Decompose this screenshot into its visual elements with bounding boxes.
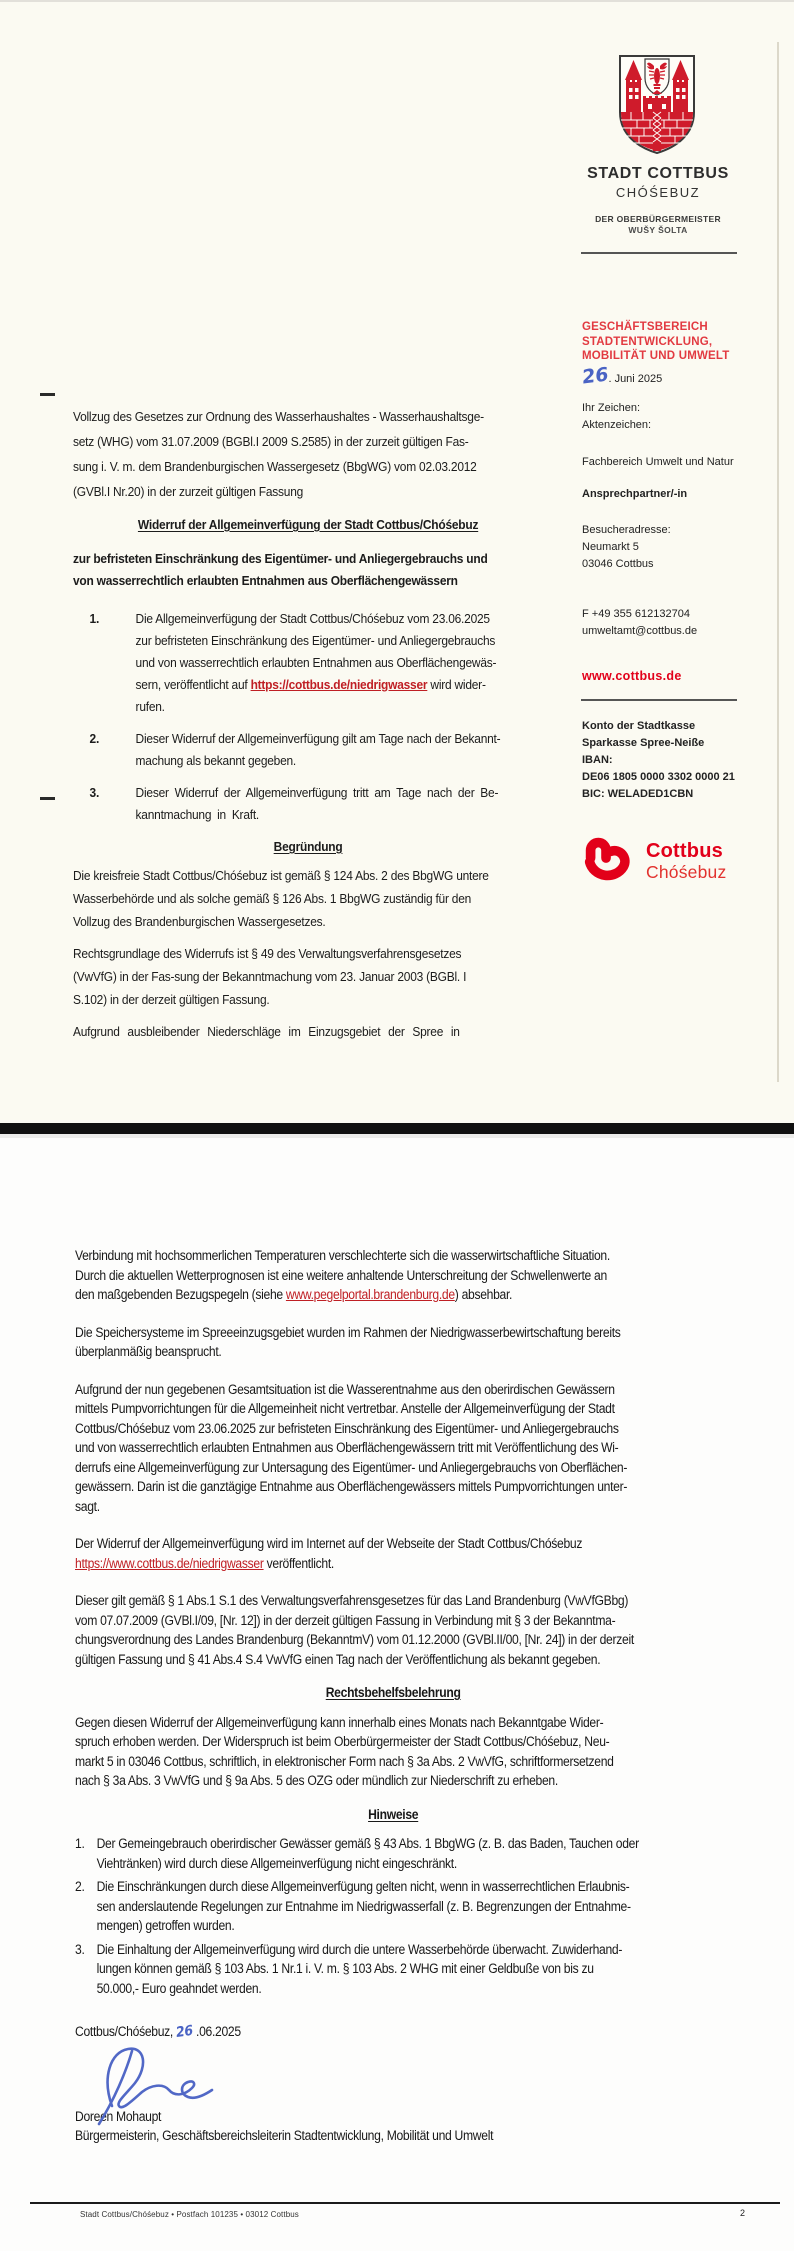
- hint-item: [75, 1940, 711, 1999]
- hints-list: [75, 1834, 711, 1998]
- footer-address: Stadt Cottbus/Chóśebuz • Postfach 101235 • 03012 Cottbus: [80, 2210, 299, 2219]
- paragraph: [75, 1246, 711, 1305]
- fold-mark: [40, 797, 55, 800]
- scan-edge-shadow: [777, 42, 779, 1082]
- visitor-address: Besucheradresse: Neumarkt 5 03046 Cottbus: [582, 524, 671, 570]
- document-title: Widerruf der Allgemeinverfügung der Stadt Cottbus/Chóśebuz: [137, 517, 479, 532]
- list-item-text: Dieser Widerruf der Allgemeinverfügung tritt am Tage nach der Be- kanntmachung in Kraft.: [135, 785, 499, 822]
- hint-item: [75, 1834, 711, 1873]
- bank-details: Konto der Stadtkasse Sparkasse Spree-Neiße IBAN: DE06 1805 0000 3302 0000 21 BIC: WELADED1CBN: [582, 720, 735, 800]
- hint-text: Der Gemeingebrauch oberirdischer Gewässer gemäß § 43 Abs. 1 BbgWG (z. B. das Baden, Tauchen oder Viehtränken) wird durch diese Allgemeinverfügung nicht eingeschränkt.: [96, 1836, 639, 1871]
- email-address[interactable]: umweltamt@cottbus.de: [582, 625, 698, 637]
- handwritten-day: 26: [175, 2022, 194, 2042]
- website-link[interactable]: www.cottbus.de: [582, 669, 682, 683]
- signature-place-date: [75, 2022, 711, 2043]
- list-item: [73, 608, 543, 718]
- paragraph: Die kreisfreie Stadt Cottbus/Chóśebuz ist gemäß § 124 Abs. 2 des BbgWG untere Wasserbehörde und als solche gemäß § 126 Abs. 1 BbgWG zuständig für den Vollzug des Brandenburgischen Wassergesetzes.: [73, 868, 489, 929]
- sidebar-divider-bottom: [581, 699, 737, 701]
- sidebar-divider-top: [581, 252, 737, 254]
- signature-place: Cottbus/Chóśebuz,: [75, 2024, 177, 2039]
- page-2-body: [75, 1246, 711, 2146]
- aktenzeichen-label: Aktenzeichen:: [582, 419, 652, 431]
- pegelportal-link[interactable]: www.pegelportal.brandenburg.de: [285, 1287, 455, 1302]
- paragraph: Gegen diesen Widerruf der Allgemeinverfügung kann innerhalb eines Monats nach Bekanntgabe Wider- spruch erhoben werden. Der Widerspruch ist beim Oberbürgermeister der Stadt Cottbus/Chóśebuz, Neu- markt 5 in 03046 Cottbus, schriftlich, in elektronischer Form nach § 3a Abs. 2 VwVfG, schriftformersetzend nach § 3a Abs. 3 VwVfG und § 9a Abs. 5 des OZG oder mündlich zur Niederschrift zu erheben.: [75, 1714, 614, 1788]
- list-item-number: 1.: [89, 611, 100, 626]
- date-line: [581, 363, 752, 389]
- list-item: [73, 728, 543, 772]
- page-2: [0, 1138, 794, 2251]
- handwritten-day: 26: [581, 363, 609, 389]
- niedrigwasser-link[interactable]: https://cottbus.de/niedrigwasser: [250, 677, 428, 692]
- cottbus-niedrigwasser-link[interactable]: https://www.cottbus.de/niedrigwasser: [75, 1555, 264, 1571]
- decree-list: [73, 608, 543, 826]
- hint-number: 3.: [75, 1941, 85, 1957]
- paragraph: Dieser gilt gemäß § 1 Abs.1 S.1 des Verwaltungsverfahrensgesetzes für das Land Brandenburg (VwVfGBbg) vom 07.07.2009 (GVBl.I/09, [Nr. 12]) in der derzeit gültigen Fassung in Verbindung mit § 3 der Bekanntma- chungsverordnung des Landes Brandenburg (BekanntmV) vom 01.12.2000 (GVBl.II/00, [Nr. 24]) in der derzeit gültigen Fassung und § 41 Abs.4 S.4 VwVfG einen Tag nach der Veröffentlichung als bekannt gegeben.: [75, 1593, 634, 1667]
- paragraph: Die Speichersysteme im Spreeeinzugsgebiet wurden im Rahmen der Niedrigwasserbewirtschaftung bereits überplanmäßig beansprucht.: [75, 1324, 621, 1359]
- page-1-body: [73, 404, 543, 1052]
- document-subtitle: zur befristeten Einschränkung des Eigentümer- und Anliegergebrauchs und von wasserrechtlich erlaubten Entnahmen aus Oberflächengewässern: [73, 551, 488, 588]
- list-item-text: [136, 608, 544, 718]
- list-item-text-pre: Die Allgemeinverfügung der Stadt Cottbus/Chóśebuz vom 23.06.2025 zur befristeten Einschränkung des Eigentümer- und Anliegergebrauchs und von wasserrechtlich erlaubten Entnahmen aus Oberflächengewäs- sern, veröffentlicht auf: [135, 611, 497, 692]
- cottbus-logo-mark: [578, 832, 636, 886]
- footer-rule: [30, 2202, 780, 2204]
- signature-date: .06.2025: [192, 2024, 241, 2039]
- paragraph-text-post: veröffentlicht.: [263, 1555, 334, 1571]
- page-1: [0, 0, 794, 1125]
- letterhead-office-sorbian: WUŠY ŠOLTA: [628, 225, 688, 235]
- paragraph-text-pre: Verbindung mit hochsommerlichen Temperaturen verschlechterte sich die wasserwirtschaftliche Situation. Durch die aktuellen Wetterprognosen ist eine weitere anhaltende Unterschreitung der Schwellenwerte an den maßgebenden Bezugspegeln (siehe: [75, 1248, 610, 1302]
- date-printed: . Juni 2025: [608, 373, 663, 385]
- hint-number: 1.: [75, 1836, 85, 1851]
- ihr-zeichen-label: Ihr Zeichen:: [582, 402, 641, 414]
- footer-page-number: 2: [740, 2208, 746, 2218]
- signer-name: Doreen Mohaupt: [75, 2108, 162, 2124]
- phone-number: F +49 355 612132704: [582, 608, 690, 620]
- department-heading: GESCHÄFTSBEREICH STADTENTWICKLUNG, MOBILITÄT UND UMWELT: [582, 321, 730, 362]
- paragraph: Rechtsgrundlage des Widerrufs ist § 49 des Verwaltungsverfahrensgesetzes (VwVfG) in der Fas-sung der Bekanntmachung vom 23. Januar 2003 (BGBl. I S.102) in der derzeit gültigen Fassung.: [73, 946, 467, 1007]
- hint-item: [75, 1877, 711, 1936]
- list-item-text: Dieser Widerruf der Allgemeinverfügung gilt am Tage nach der Bekannt- machung als bekannt gegeben.: [135, 731, 501, 768]
- cottbus-coat-of-arms: [617, 54, 697, 155]
- signer-role: Bürgermeisterin, Geschäftsbereichsleiterin Stadtentwicklung, Mobilität und Umwelt: [75, 2128, 494, 2143]
- subject-paragraph: Vollzug des Gesetzes zur Ordnung des Wasserhaushaltes - Wasserhaushaltsge- setz (WHG) vom 31.07.2009 (BGBl.I 2009 S.2585) in der zurzeit gültigen Fas- sung i. V. m. dem Brandenburgischen Wassergesetz (BbgWG) vom 02.03.2012 (GVBl.I Nr.20) in der zurzeit gültigen Fassung: [73, 409, 484, 499]
- paragraph: Aufgrund ausbleibender Niederschläge im Einzugsgebiet der Spree in: [73, 1024, 460, 1039]
- logo-wordmark-sorbian: Chóśebuz: [646, 862, 727, 882]
- fold-mark: [40, 393, 55, 396]
- logo-wordmark: Cottbus: [646, 840, 723, 862]
- list-item-number: 3.: [89, 785, 100, 800]
- fachbereich-label: Fachbereich Umwelt und Natur: [582, 456, 734, 468]
- page-separator: [0, 1123, 794, 1134]
- ansprechpartner-label: Ansprechpartner/-in: [582, 488, 688, 500]
- hint-text: Die Einhaltung der Allgemeinverfügung wird durch die untere Wasserbehörde überwacht. Zuwiderhand- lungen können gemäß § 103 Abs. 1 Nr.1 i. V. m. § 103 Abs. 2 WHG mit einer Geldbuße von bis zu 50.000,- Euro geahndet werden.: [96, 1941, 623, 1996]
- handwritten-signature: [88, 2042, 256, 2126]
- hint-text: Die Einschränkungen durch diese Allgemeinverfügung gelten nicht, wenn in wasserrechtlichen Erlaubnis- sen anderslautende Regelungen zur Entnahme im Niedrigwasserfall (z. B. Begrenzungen der Entnahme- mengen) getroffen wurden.: [96, 1879, 631, 1933]
- list-item-number: 2.: [89, 731, 100, 746]
- paragraph-text-post: ) absehbar.: [454, 1287, 513, 1302]
- heading-rechtsbehelfsbelehrung: Rechtsbehelfsbelehrung: [325, 1685, 461, 1700]
- hint-number: 2.: [75, 1879, 85, 1894]
- paragraph: [75, 1534, 711, 1573]
- letterhead-city-name: STADT COTTBUS: [587, 165, 729, 182]
- paragraph-text-pre: Der Widerruf der Allgemeinverfügung wird im Internet auf der Webseite der Stadt Cottbus/Chóśebuz: [75, 1536, 583, 1551]
- letterhead-city-name-sorbian: CHÓŚEBUZ: [615, 185, 701, 200]
- paragraph: Aufgrund der nun gegebenen Gesamtsituation ist die Wasserentnahme aus den oberirdischen Gewässern mittels Pumpvorrichtungen für die Allgemeinheit nicht vertretbar. Anstelle der Allgemeinverfügung der Stadt Cottbus/Chóśebuz vom 23.06.2025 zur befristeten Einschränkung des Eigentümer- und Anliegergebrauchs und von wasserrechtlich erlaubten Entnahmen aus Oberflächengewässern tritt mit Veröffentlichung des Wi- derrufs eine Allgemeinverfügung zur Untersagung des Eigentümer- und Anliegergebrauchs von Oberflächen- gewässern. Darin ist die ganztägige Entnahme aus Oberflächengewässers mittels Pumpvorrichtungen unter- sagt.: [75, 1381, 628, 1514]
- heading-begruendung: Begründung: [273, 839, 343, 854]
- letterhead-office: DER OBERBÜRGERMEISTER: [595, 214, 721, 224]
- list-item: [73, 782, 543, 826]
- heading-hinweise: Hinweise: [368, 1806, 419, 1822]
- list-item-text-post: wird wider- rufen.: [135, 677, 486, 714]
